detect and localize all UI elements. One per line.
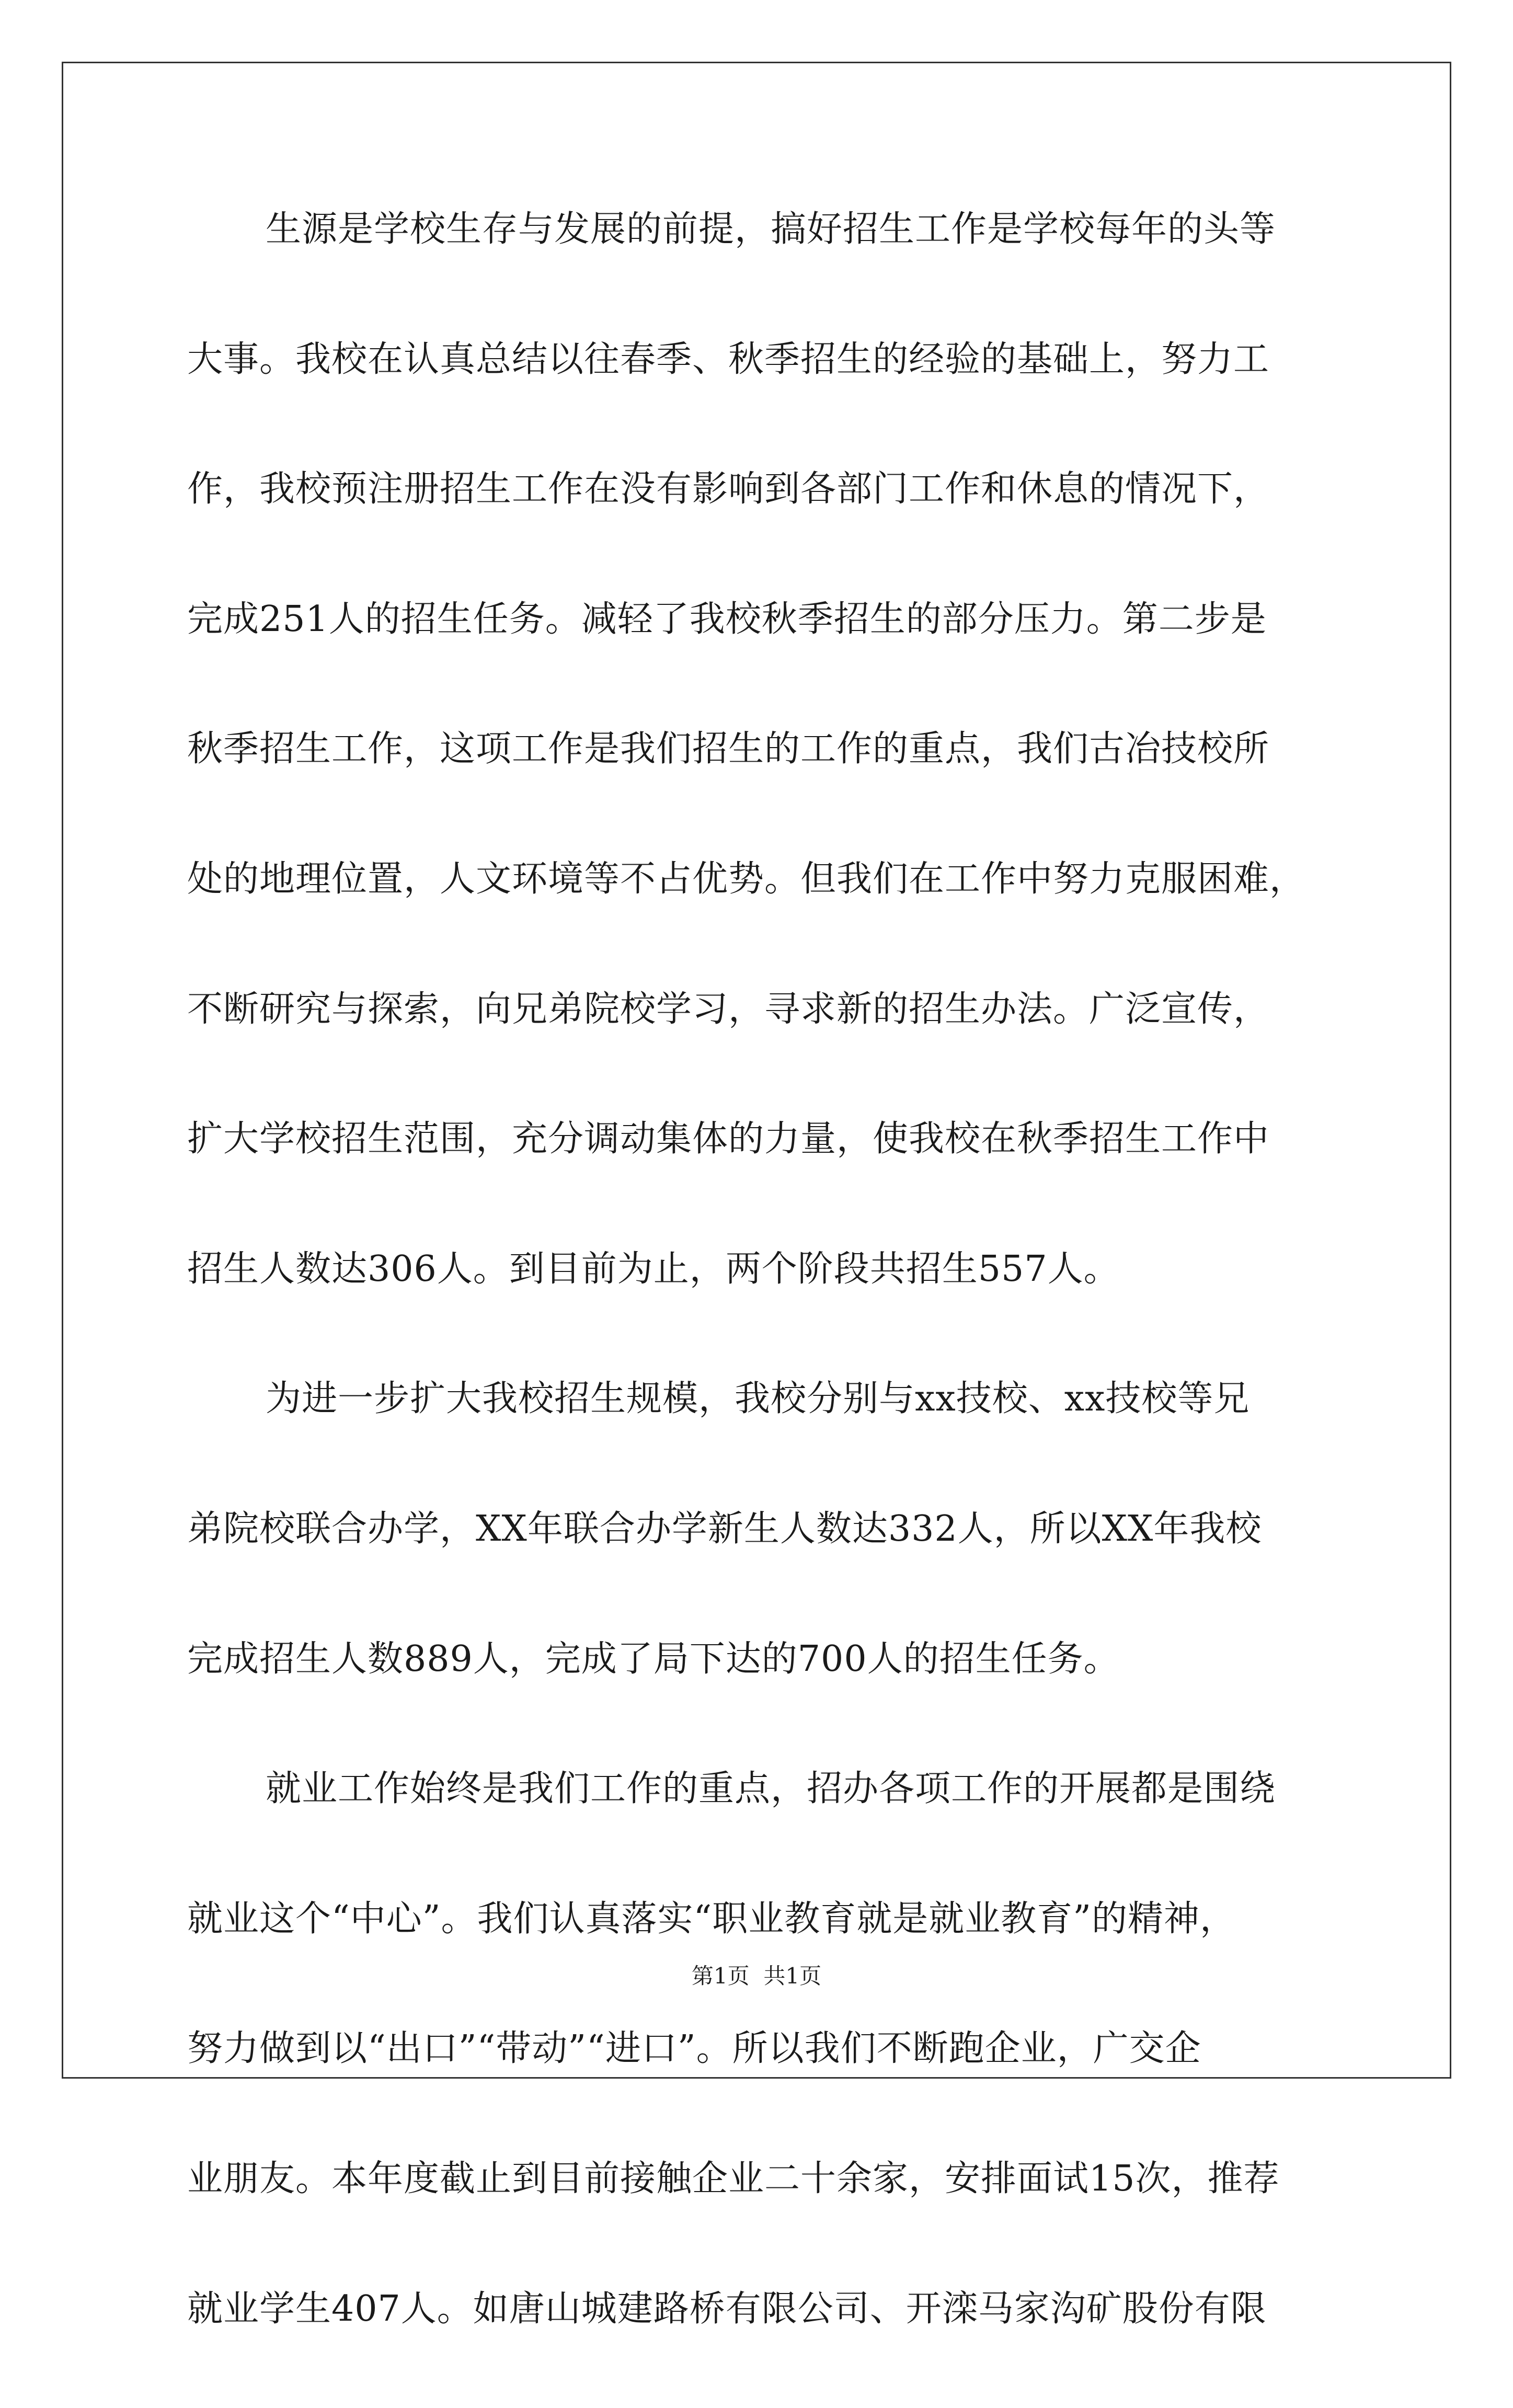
paragraph-3-line-4: 业朋友。本年度截止到目前接触企业二十余家，安排面试15次，推荐 xyxy=(187,2148,1333,2278)
paragraph-1-line-1: 生源是学校生存与发展的前提，搞好招生工作是学校每年的头等 xyxy=(187,199,1333,329)
paragraph-1-line-8: 扩大学校招生范围，充分调动集体的力量，使我校在秋季招生工作中 xyxy=(187,1108,1333,1239)
paragraph-3-line-1: 就业工作始终是我们工作的重点，招办各项工作的开展都是围绕 xyxy=(187,1758,1333,1888)
paragraph-2-line-3: 完成招生人数889人，完成了局下达的700人的招生任务。 xyxy=(187,1629,1333,1759)
paragraph-3-line-2: 就业这个“中心”。我们认真落实“职业教育就是就业教育”的精神， xyxy=(187,1888,1333,2019)
paragraph-1-line-6: 处的地理位置，人文环境等不占优势。但我们在工作中努力克服困难， xyxy=(187,848,1333,979)
paragraph-2-line-2: 弟院校联合办学，XX年联合办学新生人数达332人，所以XX年我校 xyxy=(187,1498,1333,1629)
paragraph-1-line-4: 完成251人的招生任务。减轻了我校秋季招生的部分压力。第二步是 xyxy=(187,589,1333,719)
page-number-footer: 第1页 共1页 xyxy=(0,1960,1513,1992)
document-body xyxy=(187,199,1333,2408)
paragraph-1-line-3: 作，我校预注册招生工作在没有影响到各部门工作和休息的情况下， xyxy=(187,458,1333,589)
paragraph-1-line-2: 大事。我校在认真总结以往春季、秋季招生的经验的基础上，努力工 xyxy=(187,329,1333,459)
paragraph-2-line-1: 为进一步扩大我校招生规模，我校分别与xx技校、xx技校等兄 xyxy=(187,1368,1333,1498)
paragraph-3-line-3: 努力做到以“出口”“带动”“进口”。所以我们不断跑企业，广交企 xyxy=(187,2018,1333,2148)
paragraph-3-line-5: 就业学生407人。如唐山城建路桥有限公司、开滦马家沟矿股份有限 xyxy=(187,2278,1333,2408)
paragraph-1-line-9: 招生人数达306人。到目前为止，两个阶段共招生557人。 xyxy=(187,1239,1333,1369)
paragraph-1-line-5: 秋季招生工作，这项工作是我们招生的工作的重点，我们古冶技校所 xyxy=(187,718,1333,848)
paragraph-1-line-7: 不断研究与探索，向兄弟院校学习，寻求新的招生办法。广泛宣传， xyxy=(187,979,1333,1109)
